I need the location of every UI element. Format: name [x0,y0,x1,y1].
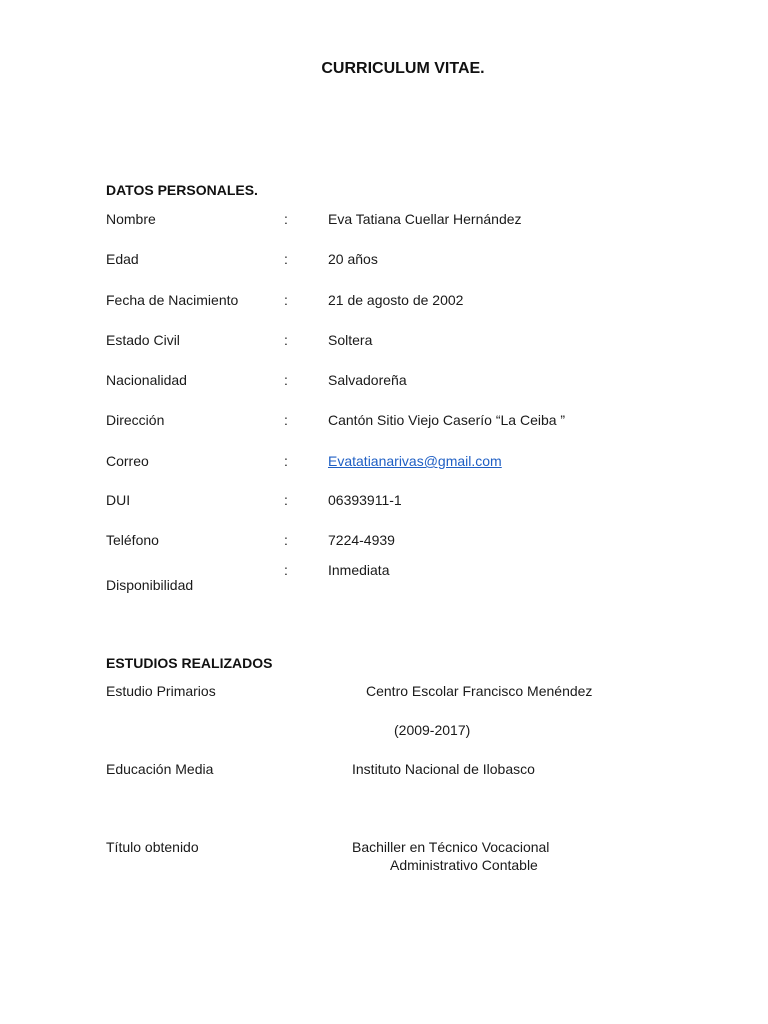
personal-data-heading: DATOS PERSONALES. [106,182,258,198]
field-label-direccion: Dirección [106,412,165,428]
study-value-secondary-school: Instituto Nacional de Ilobasco [352,761,535,777]
field-separator: : [284,211,288,227]
field-value-dui: 06393911-1 [328,492,402,508]
field-separator: : [284,492,288,508]
field-value-nombre: Eva Tatiana Cuellar Hernández [328,211,522,227]
study-label-primary: Estudio Primarios [106,683,216,699]
field-label-fecha-nacimiento: Fecha de Nacimiento [106,292,239,308]
field-separator: : [284,412,288,428]
field-value-direccion: Cantón Sitio Viejo Caserío “La Ceiba ” [328,412,566,428]
study-label-secondary: Educación Media [106,761,214,777]
study-value-primary-years: (2009-2017) [394,722,471,738]
study-value-degree-line2: Administrativo Contable [390,857,538,873]
field-label-nombre: Nombre [106,211,156,227]
field-value-disponibilidad: Inmediata [328,562,390,578]
field-label-disponibilidad: Disponibilidad [106,577,194,593]
field-value-fecha-nacimiento: 21 de agosto de 2002 [328,292,464,308]
field-label-telefono: Teléfono [106,532,159,548]
field-label-correo: Correo [106,453,149,469]
field-value-telefono: 7224-4939 [328,532,395,548]
field-label-dui: DUI [106,492,131,508]
field-label-nacionalidad: Nacionalidad [106,372,187,388]
field-separator: : [284,292,288,308]
field-separator: : [284,453,288,469]
field-label-estado-civil: Estado Civil [106,332,180,348]
field-separator: : [284,332,288,348]
studies-heading: ESTUDIOS REALIZADOS [106,655,273,671]
study-value-degree-line1: Bachiller en Técnico Vocacional [352,839,550,855]
field-value-edad: 20 años [328,251,378,267]
field-value-estado-civil: Soltera [328,332,373,348]
page-title: CURRICULUM VITAE. [321,60,485,77]
field-label-edad: Edad [106,251,139,267]
field-separator: : [284,372,288,388]
email-link[interactable]: Evatatianarivas@gmail.com [328,453,502,469]
field-value-nacionalidad: Salvadoreña [328,372,407,388]
field-separator: : [284,251,288,267]
study-value-primary-school: Centro Escolar Francisco Menéndez [366,683,593,699]
field-separator: : [284,562,288,578]
study-label-degree: Título obtenido [106,839,199,855]
field-separator: : [284,532,288,548]
